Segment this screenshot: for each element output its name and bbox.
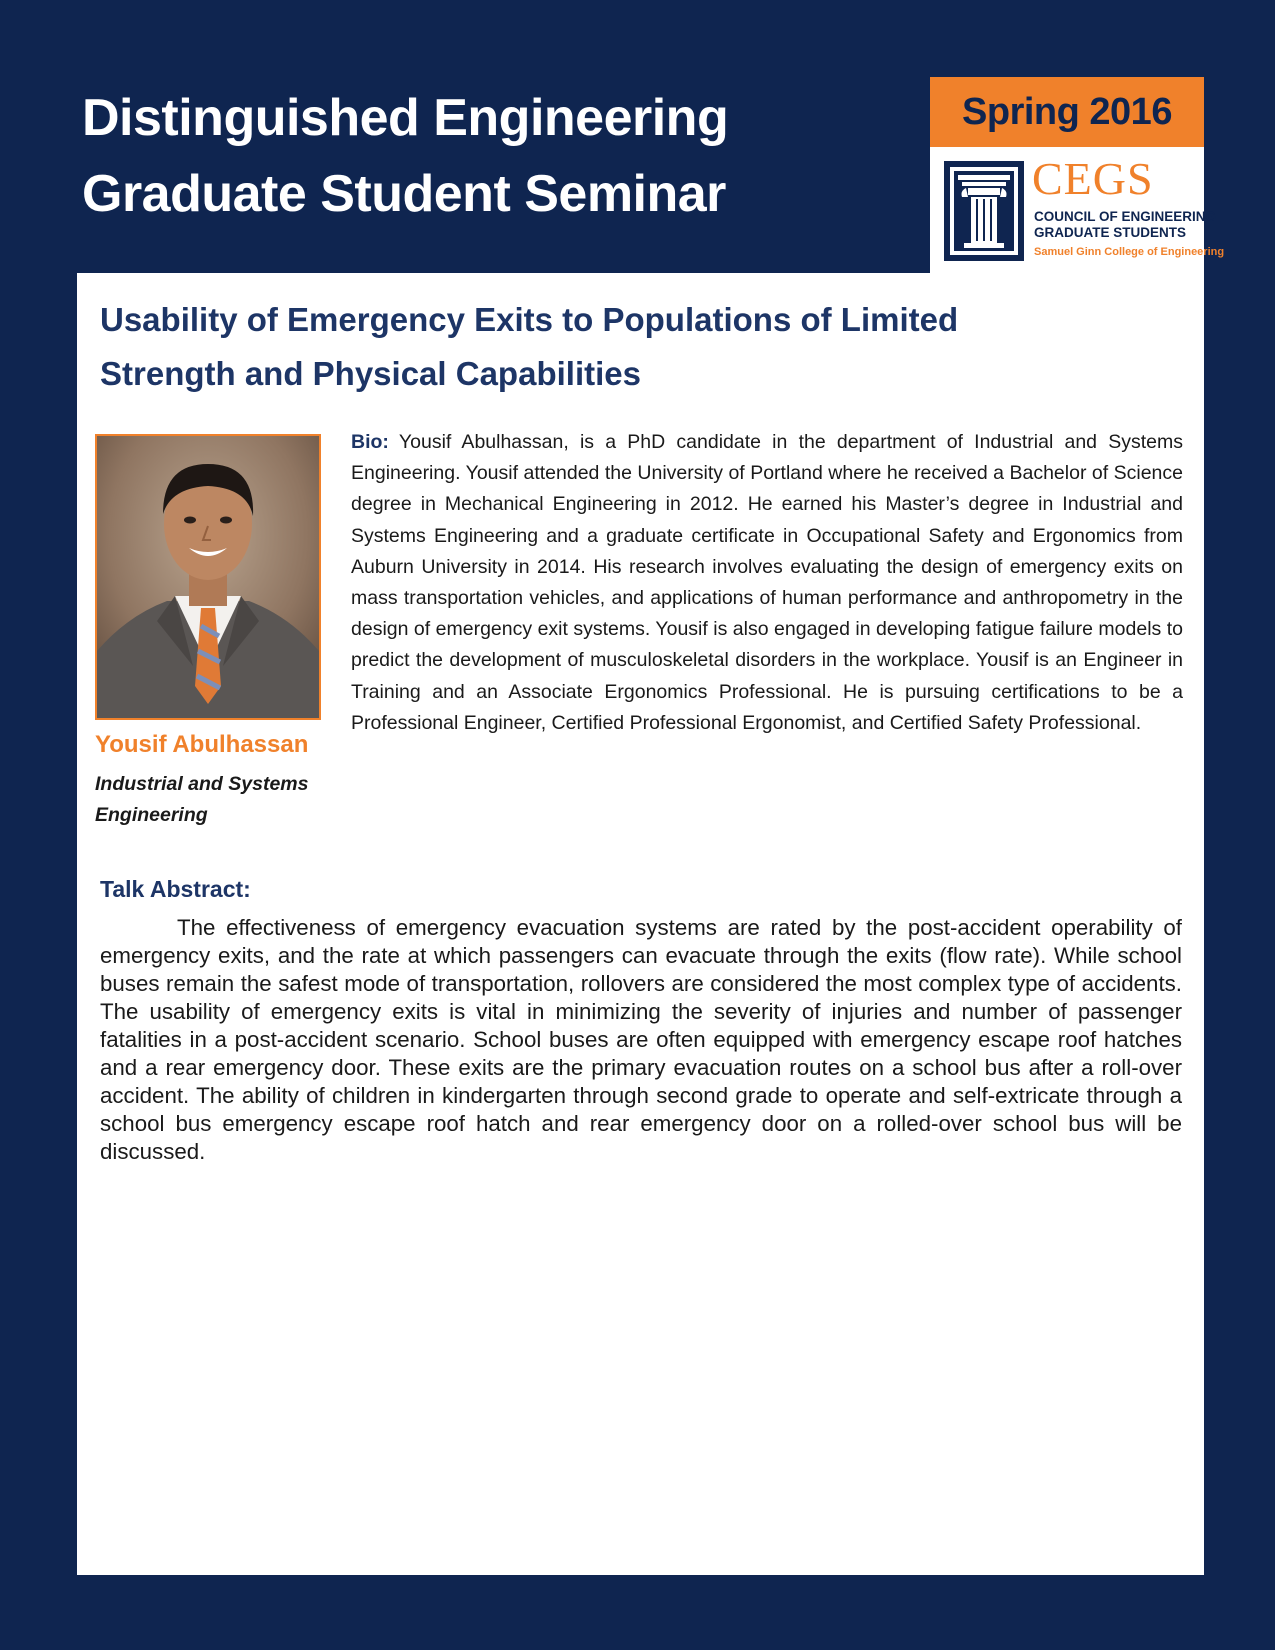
content-panel bbox=[77, 273, 1204, 1575]
logo-college: Samuel Ginn College of Engineering bbox=[1034, 246, 1225, 258]
abstract-heading: Talk Abstract: bbox=[100, 876, 251, 902]
seminar-title-line2: Graduate Student Seminar bbox=[82, 165, 726, 223]
talk-title-line1: Usability of Emergency Exits to Populations of Limited bbox=[100, 301, 959, 338]
bio-paragraph bbox=[351, 427, 1183, 739]
speaker-name: Yousif Abulhassan bbox=[95, 731, 309, 758]
bio-text: Yousif Abulhassan, is a PhD candidate in the department of Industrial and Systems Engineering. Yousif attended the University of Portland where he received a Bachelor of Science degree in Mechanical Engineering in 2012. He earned his Master’s degree in Industrial and Systems Engineering and a graduate certificate in Occupational Safety and Ergonomics from Auburn University in 2014. His research involves evaluating the design of emergency exits on mass transportation vehicles, and applications of human performance and anthropometry in the design of emergency exit systems. Yousif is also engaged in developing fatigue failure models to predict the development of musculoskeletal disorders in the workplace. Yousif is an Engineer in Training and an Associate Ergonomics Professional. He is pursuing certifications to be a Professional Engineer, Certified Professional Ergonomist, and Certified Safety Professional. bbox=[351, 431, 1183, 734]
logo-line-council: COUNCIL OF ENGINEERING bbox=[1034, 209, 1217, 224]
term-badge: Spring 2016 bbox=[930, 77, 1204, 147]
seminar-title bbox=[82, 80, 902, 232]
talk-title bbox=[100, 293, 1100, 401]
talk-title-line2: Strength and Physical Capabilities bbox=[100, 355, 641, 392]
speaker-photo bbox=[95, 434, 321, 720]
speaker-department: Industrial and Systems Engineering bbox=[95, 773, 309, 826]
logo-line-students: GRADUATE STUDENTS bbox=[1034, 225, 1187, 240]
seminar-title-line1: Distinguished Engineering bbox=[82, 89, 729, 147]
abstract-text: The effectiveness of emergency evacuation systems are rated by the post-accident operability of emergency exits, and the rate at which passengers can evacuate through the exits (flow rate). While school buses remain the safest mode of transportation, rollovers are considered the most complex type of accidents. The usability of emergency exits is vital in minimizing the severity of injuries and number of passenger fatalities in a post-accident scenario. School buses are often equipped with emergency escape roof hatches and a rear emergency door. These exits are the primary evacuation routes on a school bus after a roll-over accident. The ability of children in kindergarten through second grade to operate and self-extricate through a school bus emergency escape roof hatch and rear emergency door on a rolled-over school bus will be discussed. bbox=[100, 915, 1182, 1164]
portrait-image bbox=[97, 436, 319, 718]
logo-acronym: CEGS bbox=[1032, 153, 1154, 204]
cegs-logo bbox=[930, 147, 1225, 273]
pillar-icon bbox=[944, 161, 1024, 261]
bio-label: Bio: bbox=[351, 431, 389, 453]
